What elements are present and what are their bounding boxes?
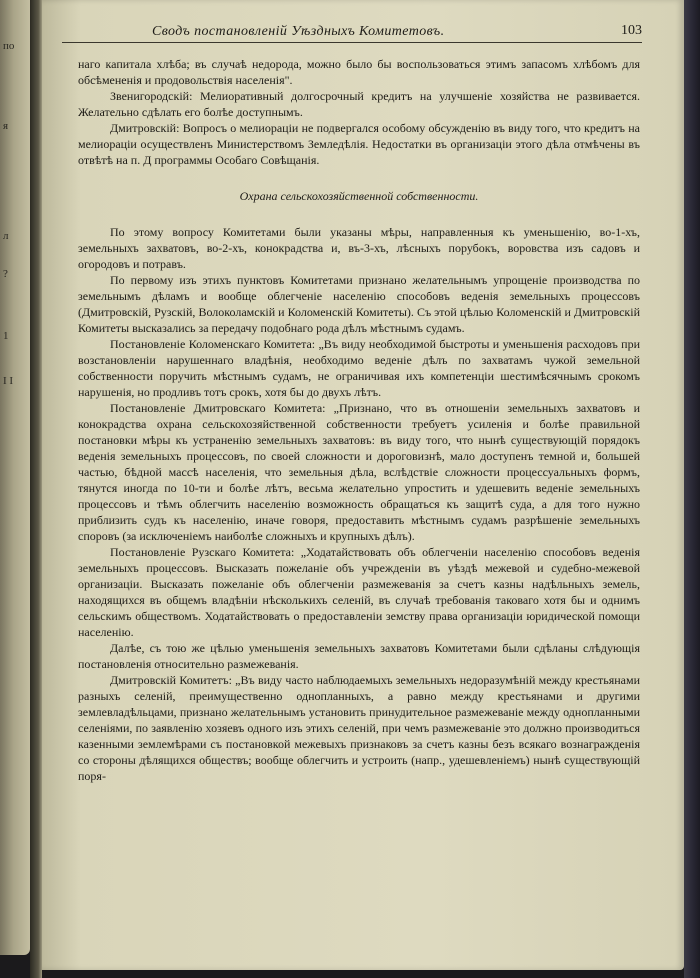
left-page-fragment: ? (3, 268, 8, 280)
paragraph: наго капитала хлѣба; въ случаѣ недорода, можно было бы воспользоваться этимъ запасомъ хлѣбомъ для обсѣмененія и продовольствія населенія". (78, 57, 640, 87)
left-page-fragment: по (3, 40, 15, 52)
paragraph: По первому изъ этихъ пунктовъ Комитетами признано желательнымъ упрощеніе производства по земельнымъ дѣламъ и вообще облегченіе населенію способовъ веденія земельныхъ процессовъ (Дмитровскій, Рузскій, Волоколамскій и Коломенскій Комитеты). Съ этой цѣлью Коломенскій и Дмитровскій Комитеты высказались за передачу подобнаго рода дѣлъ мѣстнымъ судамъ. (78, 273, 640, 335)
book-page (42, 0, 684, 970)
body-text (78, 56, 640, 784)
paragraph: Постановленіе Дмитровскаго Комитета: „Признано, что въ отношеніи земельныхъ захватовъ и конокрадства охрана сельскохозяйственной собственности требуетъ усиленія и болѣе правильной постановки мѣры къ устраненію земельныхъ захватовъ: въ виду того, что нынѣ существующій порядокъ веденія земельныхъ процессовъ, по своей сложности и дороговизнѣ, мало доступенъ темной и, большей частью, бѣдной массѣ населенія, что земельныя дѣла, вслѣдствіе сложности процессуальныхъ формъ, тянутся иногда по 10-ти и болѣе лѣтъ, весьма желательно упростить и удешевить веденіе земельныхъ процессовъ и тѣмъ облегчить населенію возможность обращаться къ защитѣ суда, а для того нужно приблизить судъ къ населенію, иначе говоря, предоставить мѣстнымъ судамъ разрѣшеніе земельныхъ споровъ (за исключеніемъ наиболѣе сложныхъ и крупныхъ дѣлъ). (78, 401, 640, 543)
paragraph: Дмитровскій: Вопросъ о мелиораціи не подвергался особому обсужденію въ виду того, что кредитъ на мелиораціи осуществленъ Министерствомъ Земледѣлія. Недостатки въ организаціи этого дѣла отмѣчены въ отвѣтѣ на п. Д программы Особаго Совѣщанія. (78, 121, 640, 167)
page-number: 103 (621, 23, 642, 38)
paragraph: Постановленіе Коломенскаго Комитета: „Въ виду необходимой быстроты и уменьшенія расходовъ при возстановленіи нарушеннаго владѣнія, необходимо веденіе дѣлъ по захватамъ чужой земельной собственности поручить мѣстнымъ судамъ, не ограничивая ихъ компетенціи шестимѣсячнымъ срокомъ нарушенія, но продливъ тотъ срокъ, хотя бы до двухъ лѣтъ. (78, 337, 640, 399)
paragraph: По этому вопросу Комитетами были указаны мѣры, направленныя къ уменьшенію, во-1-хъ, земельныхъ захватовъ, во-2-хъ, конокрадства и, въ-3-хъ, лѣсныхъ порубокъ, воровства изъ садовъ и огородовъ и потравъ. (78, 225, 640, 271)
book-cover-edge (684, 0, 700, 978)
paragraph: Дмитровскій Комитетъ: „Въ виду часто наблюдаемыхъ земельныхъ недоразумѣній между крестьянами разныхъ селеній, преимущественно однопланныхъ, а равно между крестьянами и другими землевладѣльцами, признано желательнымъ установить принудительное размежеваніе между однопланными селеніями, по заявленію хозяевъ одного изъ этихъ селеній, при чемъ размежеваніе это должно производиться казенными землемѣрами съ постановкой межевыхъ признаковъ за счетъ казны безъ всякаго вознагражденія со стороны дѣлящихся обществъ; вообще облегчить и устроить (напр., удешевленіемъ) нынѣ существующій поря- (78, 673, 640, 783)
left-page-fragment: 1 (3, 330, 9, 342)
paragraph: Звенигородскій: Мелиоративный долгосрочный кредитъ на улучшеніе хозяйства не развивается. Желательно сдѣлать его болѣе доступнымъ. (78, 89, 640, 119)
left-page-fragment: я (3, 120, 9, 132)
page-header (62, 22, 642, 43)
running-head: Сводъ постановленій Уѣздныхъ Комитетовъ. (152, 24, 445, 39)
paragraph: Далѣе, съ тою же цѣлью уменьшенія земельныхъ захватовъ Комитетами были сдѣланы слѣдующія постановленія относительно размежеванія. (78, 641, 640, 671)
left-page-edge (0, 0, 30, 955)
section-title: Охрана сельскохозяйственной собственности. (239, 189, 479, 203)
left-page-fragment: I I (3, 375, 14, 387)
left-page-fragment: л (3, 230, 9, 242)
paragraph: Постановленіе Рузскаго Комитета: „Ходатайствовать объ облегченіи населенію способовъ веденія земельныхъ процессовъ. Высказать пожеланіе объ учрежденіи въ уѣздѣ межевой и судебно-межевой организаціи. Высказать пожеланіе объ облегченіи размежеванія за счетъ казны надѣльныхъ земель, находящихся въ общемъ владѣніи нѣсколькихъ селеній, въ случаѣ требованія таковаго хотя бы и однимъ сельскимъ обществомъ. Ходатайствовать о предоставленіи земству права организаціи юридической помощи населенію. (78, 545, 640, 639)
book-gutter (30, 0, 42, 978)
